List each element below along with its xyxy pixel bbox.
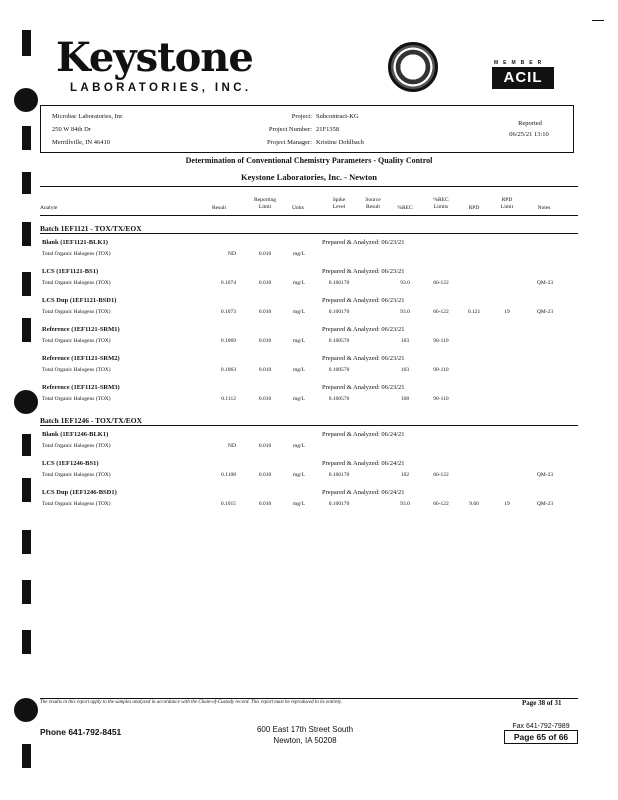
qc-sample-label: Reference (1EF1121-SRM2) [42, 355, 120, 362]
cell-result: 0.1063 [220, 367, 236, 373]
footer-page-of: Page 38 of 31 [522, 699, 562, 707]
cell-reporting-limit: 0.010 [258, 309, 272, 315]
project-number-value: 21F1358 [316, 126, 340, 133]
col-rpd-limit-line2: Limit [500, 204, 514, 210]
cell-rec: 108 [400, 396, 410, 402]
client-name: Microbac Laboratories, Inc [52, 113, 123, 120]
binder-punch-mark [22, 222, 31, 246]
cell-spike-level: 0.100170 [328, 309, 350, 315]
cell-spike-level: 0.100170 [328, 280, 350, 286]
report-title: Determination of Conventional Chemistry Parameters - Quality Control [185, 156, 433, 165]
footer-rule [40, 698, 578, 699]
footer-disclaimer: The results in this report apply to the samples analyzed in accordance with the Chain-of-Custody record. This report must be reproduced in its entirety. [40, 700, 343, 705]
binder-punch-mark [22, 478, 31, 502]
cell-result: 0.1015 [220, 501, 236, 507]
project-number-label: Project Number: [268, 126, 312, 133]
company-logo-subtitle: LABORATORIES, INC. [70, 82, 252, 94]
cell-rec-limits: 66-122 [433, 280, 449, 286]
footer-fax: Fax 641-792-7989 [512, 723, 570, 730]
cell-reporting-limit: 0.010 [258, 472, 272, 478]
cell-result: 0.1069 [220, 338, 236, 344]
col-rec-limits-line1: %REC [433, 197, 449, 203]
cell-units: mg/L [293, 309, 305, 315]
cell-analyte: Total Organic Halogens (TOX) [42, 443, 111, 449]
col-reporting-limit-line1: Reporting [254, 197, 276, 203]
table-header-rule-bottom [40, 215, 578, 216]
cell-result: 0.1108 [221, 472, 236, 478]
cell-units: mg/L [293, 396, 305, 402]
col-spike-level [324, 197, 354, 211]
col-units: Units [292, 205, 304, 211]
cell-rec: 103 [400, 367, 410, 373]
accreditation-seal [388, 42, 438, 92]
col-spike-level-line2: Level [332, 204, 346, 210]
cell-analyte: Total Organic Halogens (TOX) [42, 367, 111, 373]
cell-result: ND [228, 251, 236, 257]
cell-spike-level: 0.100170 [328, 501, 350, 507]
cell-units: mg/L [293, 501, 305, 507]
footer-phone: Phone 641-792-8451 [40, 727, 122, 737]
cell-rec-limits: 66-122 [433, 309, 449, 315]
col-rpd-limit-line1: RPD [501, 197, 513, 203]
binder-punch-mark [22, 744, 31, 768]
client-address-line1: 250 W 84th Dr [52, 126, 91, 133]
cell-reporting-limit: 0.010 [258, 280, 272, 286]
cell-reporting-limit: 0.010 [258, 443, 272, 449]
binder-punch-mark [22, 530, 31, 554]
cell-rec: 102 [400, 472, 410, 478]
cell-reporting-limit: 0.010 [258, 367, 272, 373]
cell-analyte: Total Organic Halogens (TOX) [42, 280, 111, 286]
binder-punch-mark [22, 630, 31, 654]
col-rec-limits [426, 197, 456, 211]
cell-units: mg/L [293, 367, 305, 373]
qc-sample-label: LCS Dup (1EF1246-BSD1) [42, 489, 117, 496]
binder-punch-mark [22, 272, 31, 296]
cell-rec-limits: 90-110 [433, 338, 449, 344]
qc-sample-label: LCS Dup (1EF1121-BSD1) [42, 297, 117, 304]
cell-notes: QM-23 [536, 280, 554, 286]
cell-rpd-limit: 19 [504, 501, 510, 507]
prepared-analyzed-date: Prepared & Analyzed: 06/24/21 [322, 431, 405, 438]
cell-rpd: 9.60 [469, 501, 479, 507]
prepared-analyzed-date: Prepared & Analyzed: 06/23/21 [322, 355, 405, 362]
cell-analyte: Total Organic Halogens (TOX) [42, 501, 111, 507]
cell-rec: 93.0 [400, 280, 410, 286]
prepared-analyzed-date: Prepared & Analyzed: 06/23/21 [322, 384, 405, 391]
cell-notes: QM-23 [536, 309, 554, 315]
col-notes: Notes [537, 205, 551, 211]
cell-reporting-limit: 0.010 [258, 501, 272, 507]
table-header-rule-top [40, 186, 578, 187]
cell-rec-limits: 90-110 [433, 396, 449, 402]
col-source-result-line2: Result [365, 204, 381, 210]
report-lab-subtitle: Keystone Laboratories, Inc. - Newton [241, 172, 377, 182]
batch-rule [40, 233, 578, 234]
qc-sample-label: LCS (1EF1246-BS1) [42, 460, 99, 467]
footer-address-line1: 600 East 17th Street South [256, 725, 354, 734]
cell-units: mg/L [293, 280, 305, 286]
cell-rec: 93.0 [400, 309, 410, 315]
cell-result: 0.1112 [221, 396, 236, 402]
reported-date: 06/25/21 13:10 [509, 131, 549, 138]
batch-title: Batch 1EF1121 - TOX/TX/EOX [40, 224, 142, 233]
cell-spike-level: 0.100570 [328, 396, 350, 402]
cell-rpd-limit: 19 [504, 309, 510, 315]
cell-spike-level: 0.100570 [328, 367, 350, 373]
batch-title: Batch 1EF1246 - TOX/TX/EOX [40, 416, 143, 425]
binder-punch-mark [22, 30, 31, 56]
prepared-analyzed-date: Prepared & Analyzed: 06/24/21 [322, 489, 405, 496]
cell-result: 0.1074 [220, 280, 236, 286]
reported-label: Reported [518, 120, 542, 127]
cell-units: mg/L [293, 443, 305, 449]
cell-notes: QM-23 [536, 501, 554, 507]
cell-analyte: Total Organic Halogens (TOX) [42, 251, 111, 257]
scan-mark [592, 20, 604, 21]
cell-reporting-limit: 0.010 [258, 251, 272, 257]
binder-punch-mark [22, 318, 31, 342]
binder-punch-mark [22, 434, 31, 456]
cell-units: mg/L [293, 472, 305, 478]
col-rpd-limit [494, 197, 520, 211]
binder-punch-mark [22, 126, 31, 150]
acil-logo: ACIL [492, 67, 554, 89]
binder-punch-mark [22, 580, 31, 604]
col-source-result [358, 197, 388, 211]
cell-analyte: Total Organic Halogens (TOX) [42, 338, 111, 344]
binder-hole [14, 88, 38, 112]
cell-rec: 93.0 [400, 501, 410, 507]
qc-sample-label: Reference (1EF1121-SRM3) [42, 384, 120, 391]
binder-hole [14, 390, 38, 414]
cell-notes: QM-23 [536, 472, 554, 478]
cell-reporting-limit: 0.010 [258, 338, 272, 344]
qc-sample-label: Reference (1EF1121-SRM1) [42, 326, 120, 333]
cell-units: mg/L [293, 251, 305, 257]
prepared-analyzed-date: Prepared & Analyzed: 06/24/21 [322, 460, 405, 467]
col-rpd: RPD [468, 205, 480, 211]
footer-address-line2: Newton, IA 50208 [273, 736, 337, 745]
cell-rec-limits: 66-122 [433, 472, 449, 478]
cell-spike-level: 0.100170 [328, 472, 350, 478]
prepared-analyzed-date: Prepared & Analyzed: 06/23/21 [322, 297, 405, 304]
company-logo: Keystone [56, 34, 253, 81]
cell-reporting-limit: 0.010 [258, 396, 272, 402]
project-value: Subcontract-KG [316, 113, 359, 120]
col-spike-level-line1: Spike [332, 197, 346, 203]
col-result: Result [211, 205, 227, 211]
cell-result: ND [228, 443, 236, 449]
cell-result: 0.1073 [220, 309, 236, 315]
qc-sample-label: Blank (1EF1121-BLK1) [42, 239, 108, 246]
col-source-result-line1: Source [365, 197, 381, 203]
col-rec: %REC [397, 205, 413, 211]
project-manager-value: Kristine Dohlbach [316, 139, 364, 146]
cell-analyte: Total Organic Halogens (TOX) [42, 396, 111, 402]
col-reporting-limit [250, 197, 280, 211]
cell-rec-limits: 66-122 [433, 501, 449, 507]
cell-spike-level: 0.100570 [328, 338, 350, 344]
prepared-analyzed-date: Prepared & Analyzed: 06/23/21 [322, 268, 405, 275]
cell-rec: 103 [400, 338, 410, 344]
qc-sample-label: Blank (1EF1246-BLK1) [42, 431, 109, 438]
project-label: Project: [291, 113, 312, 120]
client-address-line2: Merrillville, IN 46410 [52, 139, 110, 146]
col-reporting-limit-line2: Limit [258, 204, 272, 210]
acil-member-label: MEMBER [494, 60, 547, 66]
cell-units: mg/L [293, 338, 305, 344]
cell-rec-limits: 90-110 [433, 367, 449, 373]
cell-analyte: Total Organic Halogens (TOX) [42, 472, 111, 478]
cell-analyte: Total Organic Halogens (TOX) [42, 309, 111, 315]
batch-rule [40, 425, 578, 426]
project-manager-label: Project Manager: [267, 139, 312, 146]
prepared-analyzed-date: Prepared & Analyzed: 06/23/21 [322, 239, 405, 246]
footer-page-box: Page 65 of 66 [504, 730, 578, 744]
prepared-analyzed-date: Prepared & Analyzed: 06/23/21 [322, 326, 405, 333]
col-analyte: Analyte [40, 205, 58, 211]
col-rec-limits-line2: Limits [433, 204, 449, 210]
binder-hole [14, 698, 38, 722]
qc-sample-label: LCS (1EF1121-BS1) [42, 268, 99, 275]
cell-rpd: 0.121 [467, 309, 481, 315]
